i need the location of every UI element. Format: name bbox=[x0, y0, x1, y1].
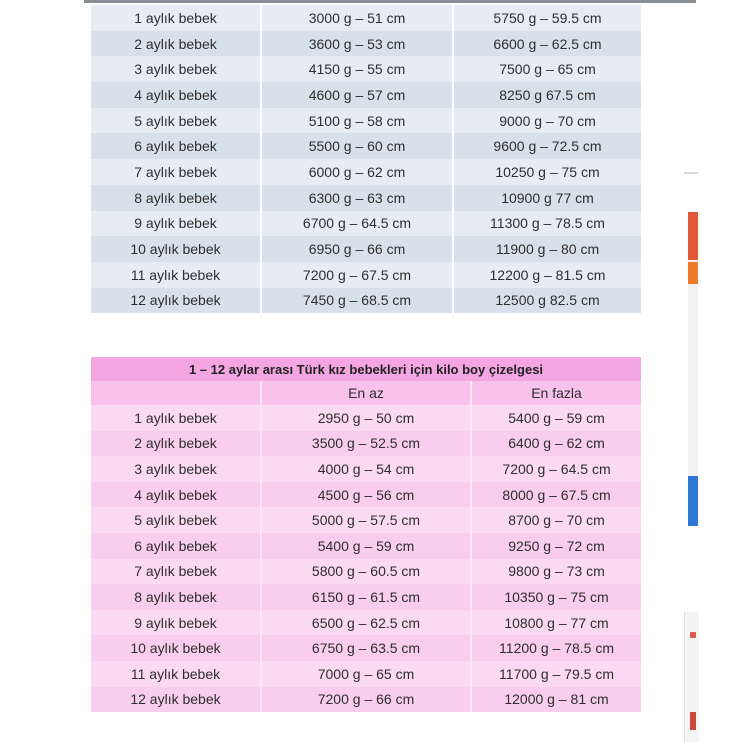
max-cell: 8700 g – 70 cm bbox=[471, 507, 641, 533]
month-cell: 12 aylık bebek bbox=[91, 288, 261, 314]
month-cell: 3 aylık bebek bbox=[91, 456, 261, 482]
max-cell: 10900 g 77 cm bbox=[453, 185, 641, 211]
side-lower-mark-2 bbox=[690, 712, 696, 730]
max-cell: 12000 g – 81 cm bbox=[471, 687, 641, 713]
month-cell: 5 aylık bebek bbox=[91, 108, 261, 134]
table-row bbox=[91, 211, 641, 237]
boys-weight-height-table bbox=[91, 5, 641, 313]
min-cell: 7200 g – 67.5 cm bbox=[261, 262, 453, 288]
max-cell: 12500 g 82.5 cm bbox=[453, 288, 641, 314]
table-row bbox=[91, 262, 641, 288]
table-row bbox=[91, 159, 641, 185]
month-cell: 12 aylık bebek bbox=[91, 687, 261, 713]
month-cell: 10 aylık bebek bbox=[91, 236, 261, 262]
min-cell: 5100 g – 58 cm bbox=[261, 108, 453, 134]
min-cell: 6950 g – 66 cm bbox=[261, 236, 453, 262]
table-row bbox=[91, 482, 641, 508]
month-cell: 8 aylık bebek bbox=[91, 185, 261, 211]
month-cell: 9 aylık bebek bbox=[91, 610, 261, 636]
min-cell: 5800 g – 60.5 cm bbox=[261, 559, 471, 585]
side-blue-block bbox=[688, 476, 698, 526]
max-cell: 7500 g – 65 cm bbox=[453, 56, 641, 82]
min-cell: 4000 g – 54 cm bbox=[261, 456, 471, 482]
table-row bbox=[91, 584, 641, 610]
min-cell: 7000 g – 65 cm bbox=[261, 661, 471, 687]
max-cell: 8250 g 67.5 cm bbox=[453, 82, 641, 108]
table-title: 1 – 12 aylar arası Türk kız bebekleri için kilo boy çizelgesi bbox=[91, 357, 641, 381]
table-row bbox=[91, 559, 641, 585]
month-cell: 5 aylık bebek bbox=[91, 507, 261, 533]
header-max: En fazla bbox=[471, 381, 641, 405]
table-row bbox=[91, 82, 641, 108]
max-cell: 5400 g – 59 cm bbox=[471, 405, 641, 431]
min-cell: 3000 g – 51 cm bbox=[261, 5, 453, 31]
max-cell: 9250 g – 72 cm bbox=[471, 533, 641, 559]
min-cell: 3500 g – 52.5 cm bbox=[261, 431, 471, 457]
month-cell: 7 aylık bebek bbox=[91, 559, 261, 585]
max-cell: 10800 g – 77 cm bbox=[471, 610, 641, 636]
table-row bbox=[91, 635, 641, 661]
min-cell: 6700 g – 64.5 cm bbox=[261, 211, 453, 237]
max-cell: 12200 g – 81.5 cm bbox=[453, 262, 641, 288]
side-red-block bbox=[688, 212, 698, 260]
month-cell: 10 aylık bebek bbox=[91, 635, 261, 661]
side-orange-block bbox=[688, 262, 698, 284]
table-row bbox=[91, 133, 641, 159]
month-cell: 6 aylık bebek bbox=[91, 533, 261, 559]
min-cell: 7200 g – 66 cm bbox=[261, 687, 471, 713]
table-row bbox=[91, 456, 641, 482]
month-cell: 1 aylık bebek bbox=[91, 405, 261, 431]
month-cell: 1 aylık bebek bbox=[91, 5, 261, 31]
month-cell: 3 aylık bebek bbox=[91, 56, 261, 82]
month-cell: 9 aylık bebek bbox=[91, 211, 261, 237]
table-row bbox=[91, 108, 641, 134]
min-cell: 4500 g – 56 cm bbox=[261, 482, 471, 508]
month-cell: 4 aylık bebek bbox=[91, 82, 261, 108]
month-cell: 8 aylık bebek bbox=[91, 584, 261, 610]
max-cell: 11200 g – 78.5 cm bbox=[471, 635, 641, 661]
min-cell: 6750 g – 63.5 cm bbox=[261, 635, 471, 661]
table-row bbox=[91, 56, 641, 82]
min-cell: 6300 g – 63 cm bbox=[261, 185, 453, 211]
table-row bbox=[91, 533, 641, 559]
month-cell: 2 aylık bebek bbox=[91, 431, 261, 457]
month-cell: 2 aylık bebek bbox=[91, 31, 261, 57]
max-cell: 10250 g – 75 cm bbox=[453, 159, 641, 185]
header-month bbox=[91, 381, 261, 405]
min-cell: 5400 g – 59 cm bbox=[261, 533, 471, 559]
min-cell: 5500 g – 60 cm bbox=[261, 133, 453, 159]
max-cell: 11300 g – 78.5 cm bbox=[453, 211, 641, 237]
max-cell: 10350 g – 75 cm bbox=[471, 584, 641, 610]
table-row bbox=[91, 5, 641, 31]
min-cell: 4600 g – 57 cm bbox=[261, 82, 453, 108]
month-cell: 11 aylık bebek bbox=[91, 262, 261, 288]
month-cell: 7 aylık bebek bbox=[91, 159, 261, 185]
side-lower-mark bbox=[690, 632, 696, 638]
table-row bbox=[91, 687, 641, 713]
max-cell: 5750 g – 59.5 cm bbox=[453, 5, 641, 31]
min-cell: 6500 g – 62.5 cm bbox=[261, 610, 471, 636]
side-divider bbox=[684, 172, 698, 174]
max-cell: 8000 g – 67.5 cm bbox=[471, 482, 641, 508]
table-header-row bbox=[91, 381, 641, 405]
table-top-border bbox=[84, 0, 696, 3]
max-cell: 7200 g – 64.5 cm bbox=[471, 456, 641, 482]
max-cell: 6400 g – 62 cm bbox=[471, 431, 641, 457]
table-row bbox=[91, 236, 641, 262]
table-row bbox=[91, 431, 641, 457]
max-cell: 11900 g – 80 cm bbox=[453, 236, 641, 262]
table-row bbox=[91, 610, 641, 636]
max-cell: 9000 g – 70 cm bbox=[453, 108, 641, 134]
month-cell: 11 aylık bebek bbox=[91, 661, 261, 687]
min-cell: 6000 g – 62 cm bbox=[261, 159, 453, 185]
month-cell: 6 aylık bebek bbox=[91, 133, 261, 159]
max-cell: 6600 g – 62.5 cm bbox=[453, 31, 641, 57]
table-row bbox=[91, 185, 641, 211]
max-cell: 9600 g – 72.5 cm bbox=[453, 133, 641, 159]
month-cell: 4 aylık bebek bbox=[91, 482, 261, 508]
table-title-row bbox=[91, 357, 641, 381]
girls-weight-height-table bbox=[91, 357, 641, 712]
max-cell: 11700 g – 79.5 cm bbox=[471, 661, 641, 687]
max-cell: 9800 g – 73 cm bbox=[471, 559, 641, 585]
min-cell: 2950 g – 50 cm bbox=[261, 405, 471, 431]
min-cell: 4150 g – 55 cm bbox=[261, 56, 453, 82]
table-row bbox=[91, 288, 641, 314]
table-row bbox=[91, 31, 641, 57]
min-cell: 6150 g – 61.5 cm bbox=[261, 584, 471, 610]
header-min: En az bbox=[261, 381, 471, 405]
table-row bbox=[91, 661, 641, 687]
min-cell: 7450 g – 68.5 cm bbox=[261, 288, 453, 314]
table-row bbox=[91, 507, 641, 533]
min-cell: 5000 g – 57.5 cm bbox=[261, 507, 471, 533]
table-row bbox=[91, 405, 641, 431]
min-cell: 3600 g – 53 cm bbox=[261, 31, 453, 57]
